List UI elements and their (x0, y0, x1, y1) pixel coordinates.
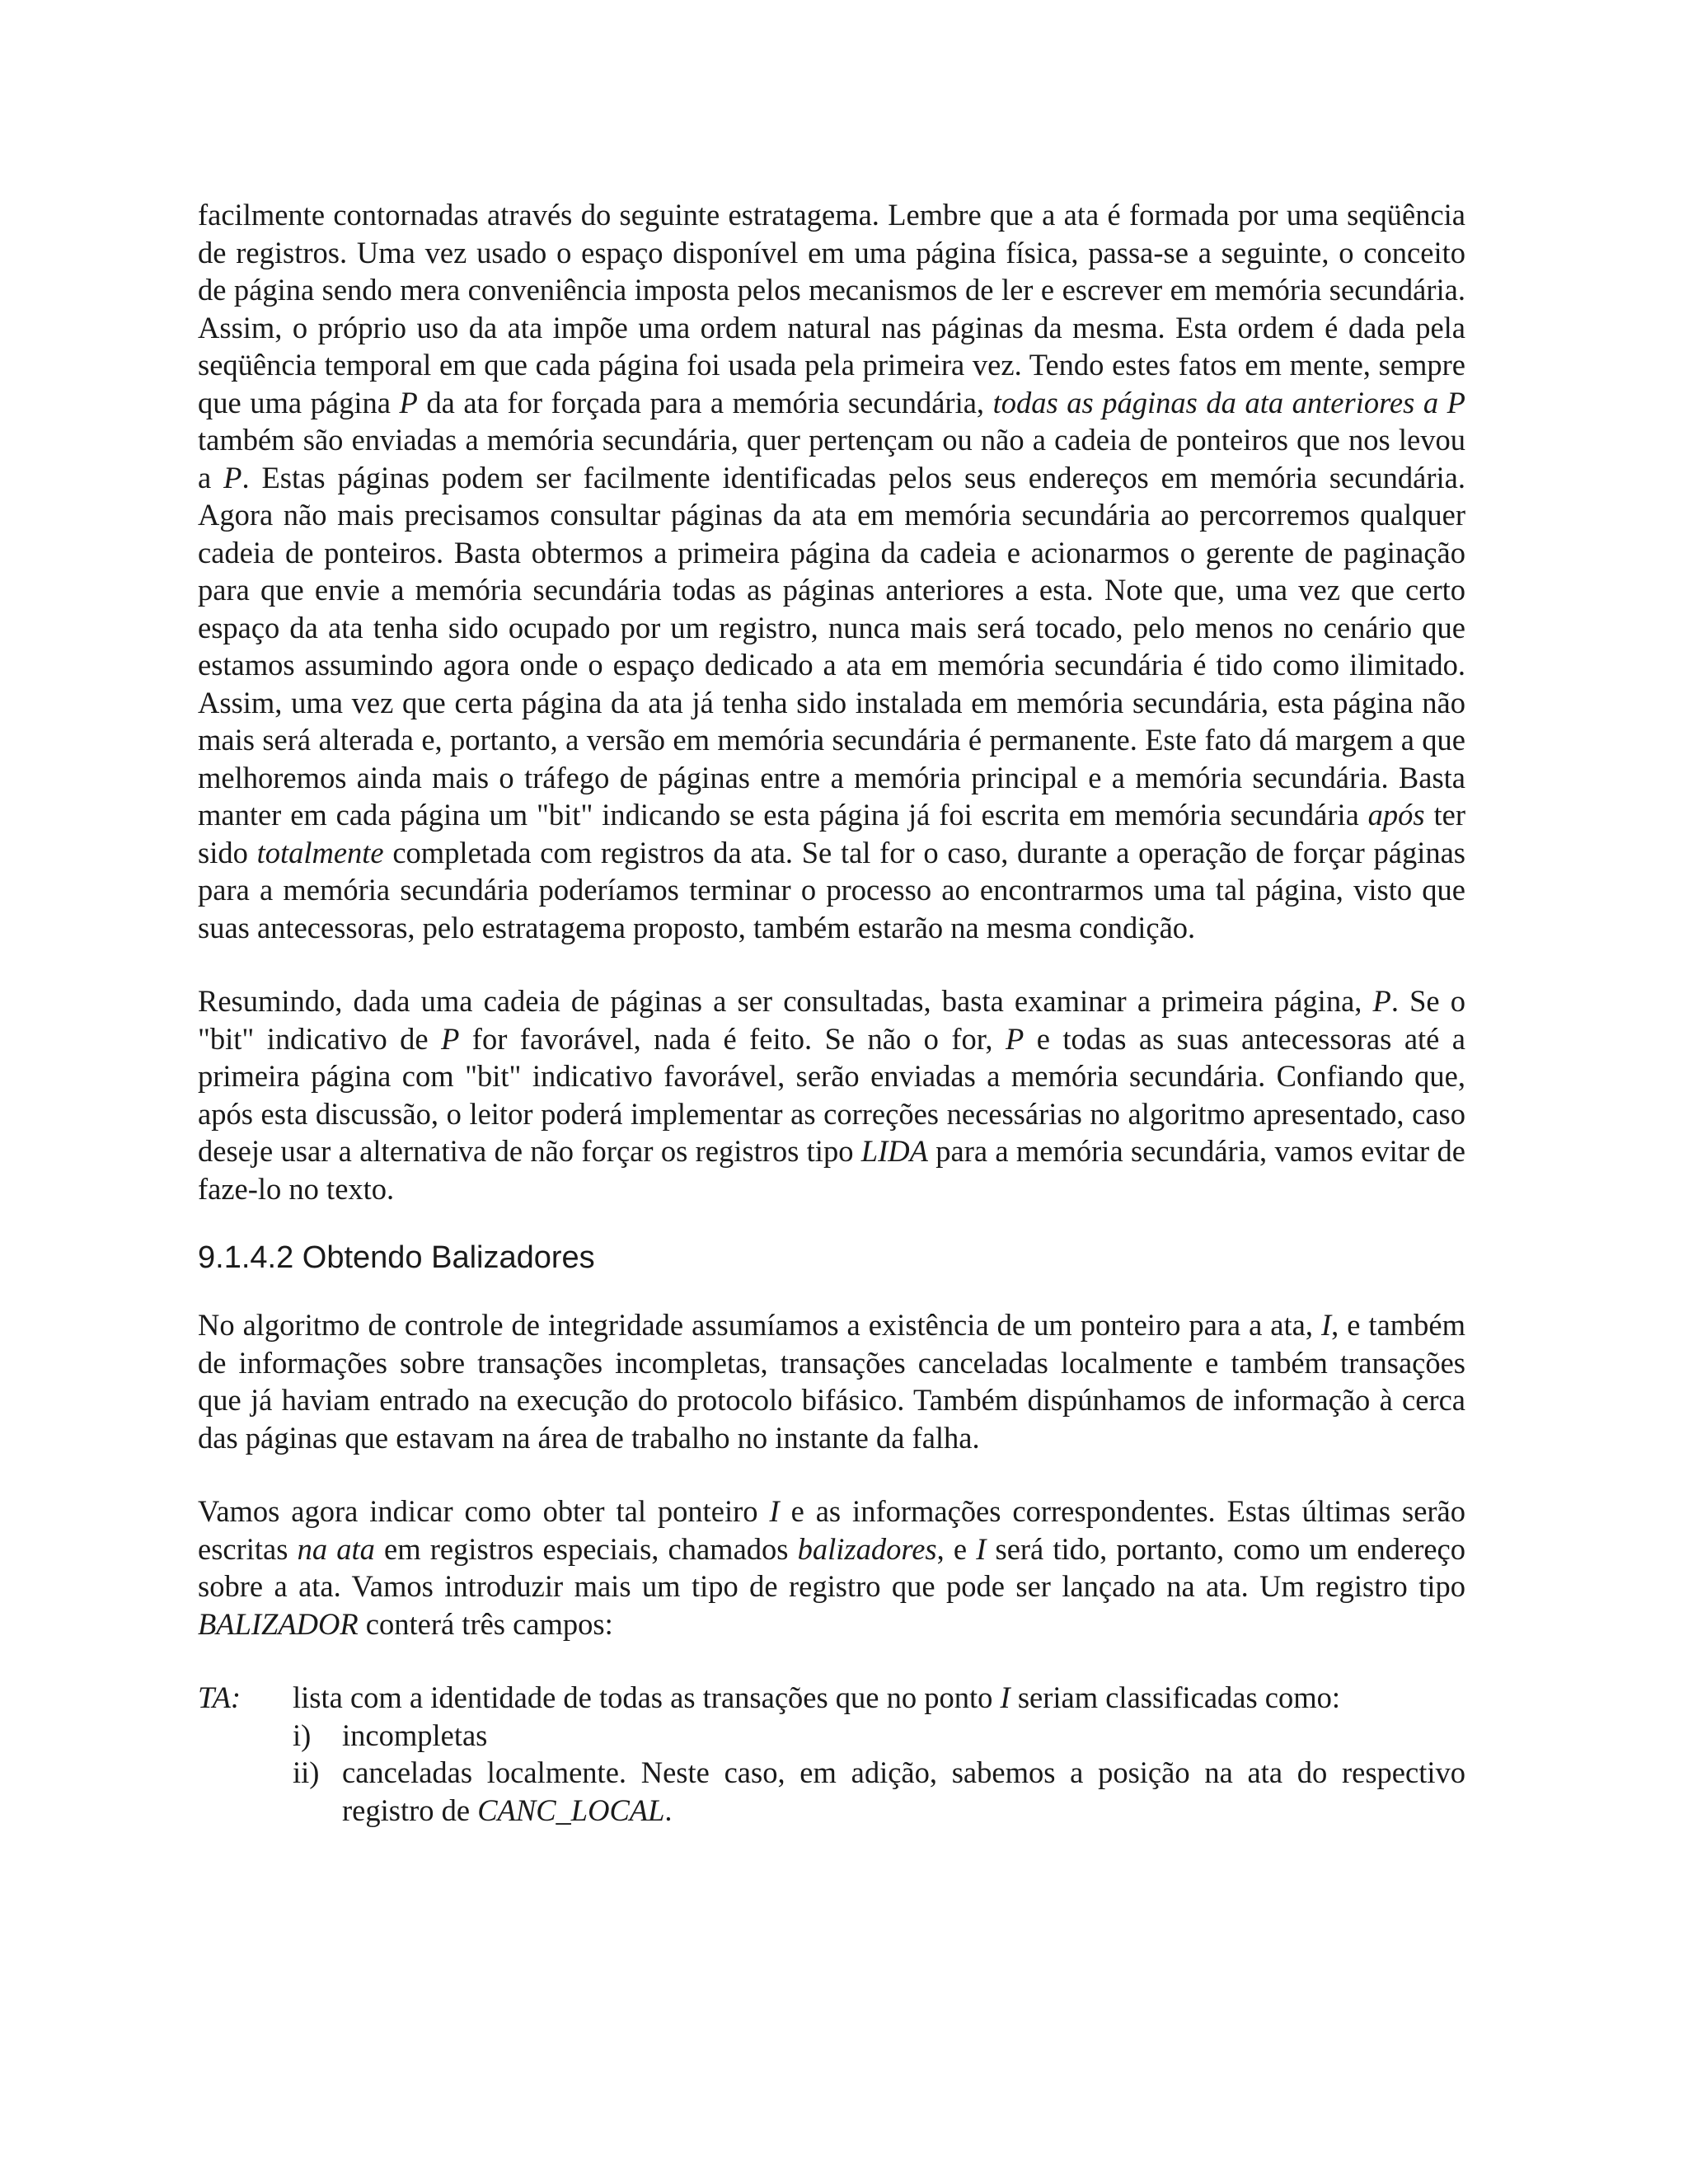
list-item-number: i) (293, 1718, 312, 1752)
text-run: . Se o "bit" indicativo de (198, 984, 1466, 1056)
text-run: lista com a identidade de todas as transações que no ponto (293, 1680, 1001, 1714)
paragraph-algorithm (198, 1306, 1465, 1456)
italic-run: I (769, 1494, 780, 1528)
text-run: Vamos agora indicar como obter tal ponteiro (198, 1494, 770, 1528)
text-run: , e (936, 1531, 977, 1566)
list-item-number: ii) (293, 1755, 320, 1789)
text-run: e todas as suas antecessoras até a primeira página com "bit" indicativo favorável, serão enviadas a memória secundária. Confiando que, após esta discussão, o leitor poderá implementar as correções necessárias no algoritmo apresentado, caso deseje usar a alternativa de não forçar os registros tipo (198, 1021, 1465, 1168)
italic-run: P (1005, 1021, 1025, 1056)
text-run: e as informações correspondentes. Estas últimas serão escritas (198, 1494, 1465, 1566)
text-run: canceladas localmente. Neste caso, em adição, sabemos a posição na ata do respectivo registro de (342, 1755, 1465, 1827)
text-run: em registros especiais, chamados (374, 1531, 798, 1566)
text-run: também são enviadas a memória secundária, quer pertençam ou não a cadeia de ponteiros que nos levou a (198, 423, 1465, 494)
text-run: , e também de informações sobre transações incompletas, transações canceladas localmente e também transações que já haviam entrado na execução do protocolo bifásico. Também dispúnhamos de informação à cerca das páginas que estavam na área de trabalho no instante da falha. (198, 1308, 1465, 1455)
list-item-text (342, 1754, 1465, 1829)
italic-run: na ata (297, 1531, 375, 1566)
text-run: No algoritmo de controle de integridade assumíamos a existência de um ponteiro para a ata, (198, 1308, 1321, 1342)
text-run: conterá três campos: (358, 1606, 613, 1641)
text-run: da ata for forçada para a memória secundária, (417, 385, 993, 419)
list-item (293, 1717, 1465, 1755)
text-run: seriam classificadas como: (1010, 1680, 1341, 1714)
text-run: facilmente contornadas através do seguinte estratagema. Lembre que a ata é formada por uma seqüência de registros. Uma vez usado o espaço disponível em uma página física, passa-se a seguinte, o conceito de página sendo mera conveniência imposta pelos mecanismos de ler e escrever em memória secundária. Assim, o próprio uso da ata impõe uma ordem natural nas páginas da mesma. Esta ordem é dada pela seqüência temporal em que cada página foi usada pela primeira vez. Tendo estes fatos em mente, sempre que uma página (198, 198, 1465, 419)
text-run: incompletas (342, 1718, 488, 1752)
italic-run: P (441, 1021, 460, 1056)
text-run: completada com registros da ata. Se tal for o caso, durante a operação de forçar páginas para a memória secundária poderíamos terminar o processo ao encontrarmos uma tal página, visto que suas antecessoras, pelo estratagema proposto, também estarão na mesma condição. (198, 835, 1465, 944)
definition-text (293, 1679, 1465, 1717)
italic-run: P (399, 385, 418, 419)
text-run: . Estas páginas podem ser facilmente identificadas pelos seus endereços em memória secundária. Agora não mais precisamos consultar páginas da ata em memória secundária ao percorremos qualquer cadeia de ponteiros. Basta obtermos a primeira página da cadeia e acionarmos o gerente de paginação para que envie a memória secundária todas as páginas anteriores a esta. Note que, uma vez que certo espaço da ata tenha sido ocupado por um registro, nunca mais será tocado, pelo menos no cenário que estamos assumindo agora onde o espaço dedicado a ata em memória secundária é tido como ilimitado. Assim, uma vez que certa página da ata já tenha sido instalada em memória secundária, esta página não mais será alterada e, portanto, a versão em memória secundária é permanente. Este fato dá margem a que melhoremos ainda mais o tráfego de páginas entre a memória principal e a memória secundária. Basta manter em cada página um "bit" indicando se esta página já foi escrita em memória secundária (198, 460, 1466, 832)
italic-run: P (223, 460, 242, 494)
italic-run: CANC_LOCAL (477, 1793, 665, 1827)
italic-run: I (1000, 1680, 1010, 1714)
definition-term: TA: (198, 1680, 241, 1714)
italic-run: I (976, 1531, 987, 1566)
paragraph-stratagem (198, 196, 1465, 946)
text-run: ter sido (198, 798, 1465, 869)
list-item (293, 1754, 1465, 1829)
text-run: for favorável, nada é feito. Se não o for, (459, 1021, 1006, 1056)
paragraph-balizadores (198, 1493, 1465, 1643)
italic-run: balizadores (797, 1531, 937, 1566)
definition-body (293, 1679, 1465, 1829)
list-item-text (342, 1717, 1465, 1755)
text-run: . (664, 1793, 673, 1827)
text-run: para a memória secundária, vamos evitar de faze-lo no texto. (198, 1134, 1465, 1206)
italic-run: LIDA (860, 1134, 928, 1168)
document-page (198, 196, 1465, 1829)
italic-run: totalmente (256, 835, 384, 869)
italic-run: P (1372, 984, 1391, 1018)
italic-run: I (1320, 1308, 1332, 1342)
section-heading: 9.1.4.2 Obtendo Balizadores (198, 1240, 595, 1275)
italic-run: após (1367, 798, 1425, 832)
italic-run: todas as páginas da ata anteriores a P (992, 385, 1465, 419)
text-run: será tido, portanto, como um endereço sobre a ata. Vamos introduzir mais um tipo de registro que pode ser lançado na ata. Um registro tipo (198, 1531, 1465, 1603)
italic-run: BALIZADOR (198, 1606, 359, 1641)
text-run: Resumindo, dada uma cadeia de páginas a ser consultadas, basta examinar a primeira página, (198, 984, 1373, 1018)
classification-list (293, 1717, 1465, 1830)
paragraph-summary (198, 982, 1465, 1207)
definition-ta (198, 1679, 1465, 1829)
